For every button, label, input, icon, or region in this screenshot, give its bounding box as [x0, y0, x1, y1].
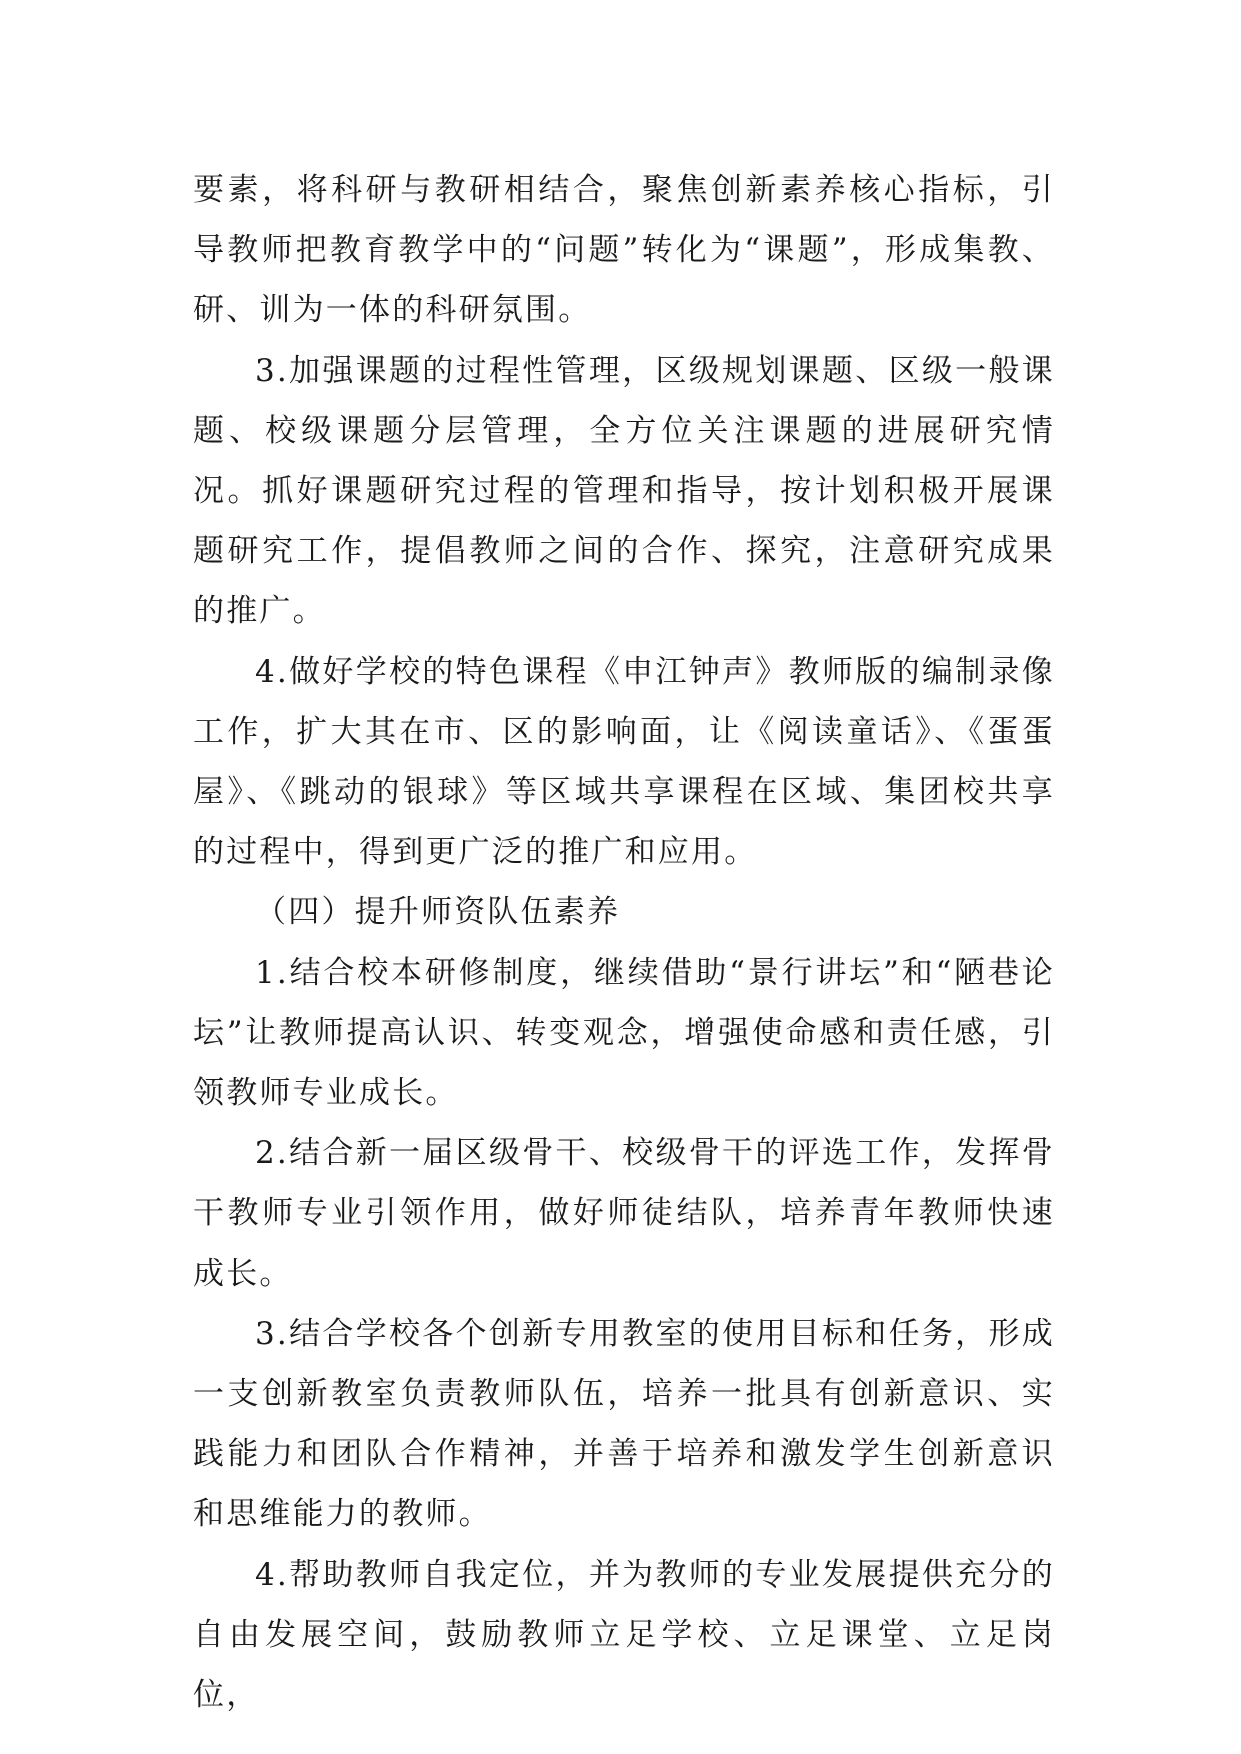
paragraph-item-3-innovation: 3.结合学校各个创新专用教室的使用目标和任务，形成一支创新教室负责教师队伍，培养一批具有创新意识、实践能力和团队合作精神，并善于培养和激发学生创新意识和思维能力的教师。 — [193, 1315, 1055, 1533]
paragraph-item-4-courses: 4.做好学校的特色课程《申江钟声》教师版的编制录像工作，扩大其在市、区的影响面，让《阅读童话》、《蛋蛋屋》、《跳动的银球》等区域共享课程在区域、集团校共享的过程中，得到更广泛的推广和应用。 — [193, 653, 1055, 871]
paragraph-item-4-development: 4.帮助教师自我定位，并为教师的专业发展提供充分的自由发展空间，鼓励教师立足学校、立足课堂、立足岗位， — [193, 1556, 1055, 1714]
paragraph-continuation: 要素，将科研与教研相结合，聚焦创新素养核心指标，引导教师把教育教学中的“问题”转化为“课题”，形成集教、研、训为一体的科研氛围。 — [193, 172, 1055, 329]
paragraph-item-2-backbone: 2.结合新一届区级骨干、校级骨干的评选工作，发挥骨干教师专业引领作用，做好师徒结队，培养青年教师快速成长。 — [193, 1135, 1055, 1292]
document-body — [193, 160, 1055, 1725]
paragraph-item-3-research: 3.加强课题的过程性管理，区级规划课题、区级一般课题、校级课题分层管理，全方位关注课题的进展研究情况。抓好课题研究过程的管理和指导，按计划积极开展课题研究工作，提倡教师之间的合作、探究，注意研究成果的推广。 — [193, 352, 1055, 630]
section-heading-4: （四）提升师资队伍素养 — [255, 894, 621, 931]
paragraph-item-1-training: 1.结合校本研修制度，继续借助“景行讲坛”和“陋巷论坛”让教师提高认识、转变观念，增强使命感和责任感，引领教师专业成长。 — [193, 954, 1055, 1112]
